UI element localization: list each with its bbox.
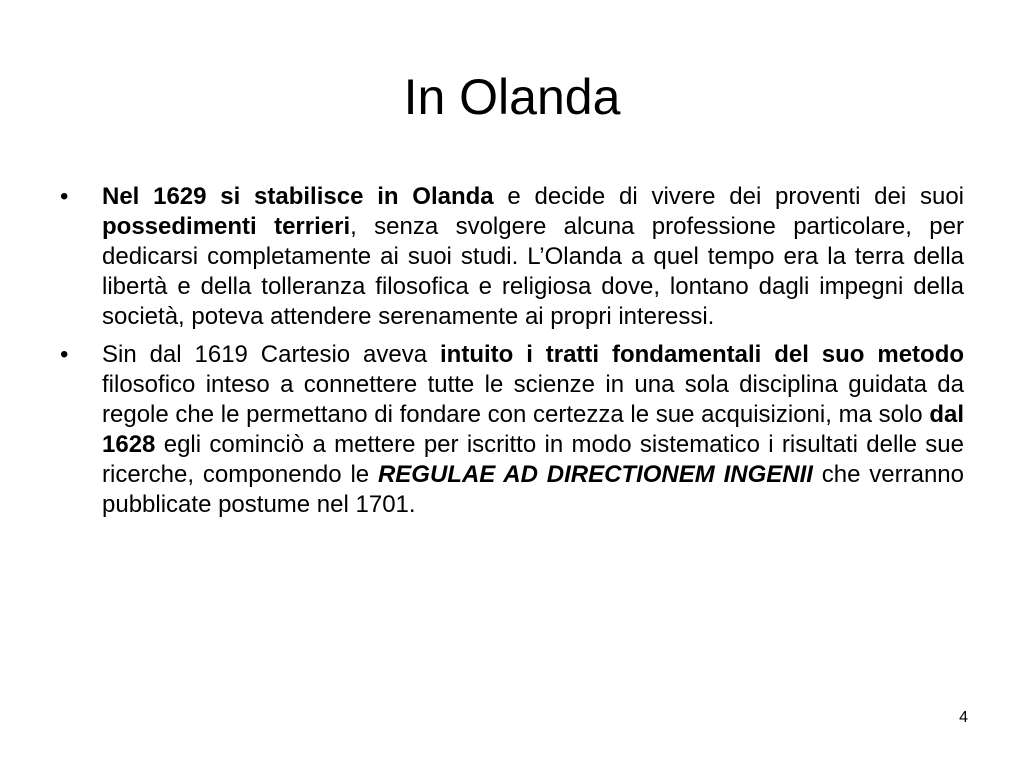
page-number: 4 bbox=[959, 709, 968, 726]
bullet-marker: • bbox=[60, 183, 69, 210]
text-segment: intuito i tratti fondamentali del suo metodo bbox=[440, 341, 965, 368]
bullet-1-text bbox=[102, 183, 964, 330]
text-segment: Nel 1629 si stabilisce in Olanda bbox=[102, 183, 494, 210]
text-segment: che verranno pubblicate postume nel 1701. bbox=[102, 461, 964, 518]
text-segment: possedimenti terrieri bbox=[102, 213, 351, 240]
bullet-item-2 bbox=[56, 340, 964, 520]
text-segment: egli cominciò a mettere per iscritto in modo sistematico i risultati delle sue ricerche, componendo le bbox=[102, 431, 964, 488]
text-segment: dal 1628 bbox=[102, 401, 964, 458]
text-segment: filosofico inteso a connettere tutte le scienze in una sola disciplina guidata da regole che le permettano di fondare con certezza le sue acquisizioni, ma solo bbox=[102, 371, 964, 428]
slide-title: In Olanda bbox=[403, 69, 621, 125]
bullet-2-text bbox=[102, 341, 964, 518]
bullet-item-1 bbox=[56, 182, 964, 332]
text-segment: e decide di vivere dei proventi dei suoi bbox=[493, 183, 965, 210]
text-segment: Sin dal 1619 Cartesio aveva bbox=[102, 341, 440, 368]
bullet-list bbox=[56, 182, 964, 528]
bullet-marker: • bbox=[60, 341, 69, 368]
text-segment: , senza svolgere alcuna professione particolare, per dedicarsi completamente ai suoi studi. L’Olanda a quel tempo era la terra della libertà e della tolleranza filosofica e religiosa dove, lontano dagli impegni della società, poteva attendere serenamente ai propri interessi. bbox=[102, 213, 964, 330]
text-segment: REGULAE AD DIRECTIONEM INGENII bbox=[377, 461, 813, 488]
